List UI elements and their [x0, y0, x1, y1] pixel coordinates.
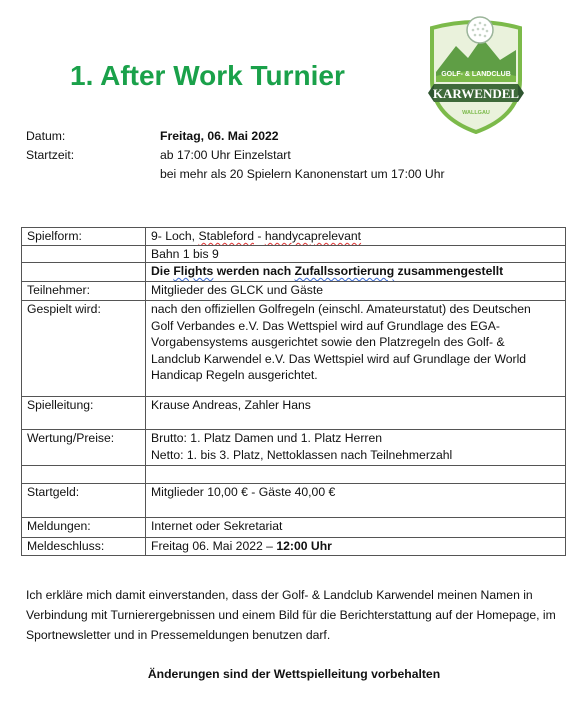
row-value: Internet oder Sekretariat: [146, 518, 566, 538]
row-value: Mitglieder 10,00 € - Gäste 40,00 €: [146, 484, 566, 518]
logo-bottom-text: WALLGAU: [462, 110, 490, 116]
logo-top-text: GOLF- & LANDCLUB: [441, 71, 511, 78]
table-row: [22, 484, 566, 518]
table-row: [22, 301, 566, 397]
row-value: Mitglieder des GLCK und Gäste: [146, 282, 566, 301]
row-value: [146, 466, 566, 484]
row-value: Die Flights werden nach Zufallssortierung zusammengestellt: [146, 263, 566, 282]
table-row: [22, 245, 566, 263]
table-row: [22, 228, 566, 246]
event-info: [26, 128, 566, 185]
row-value: 9- Loch, Stableford - handycaprelevant: [146, 228, 566, 246]
table-row: [22, 538, 566, 556]
row-value: Krause Andreas, Zahler Hans: [146, 397, 566, 430]
consent-text: Ich erkläre mich damit einverstanden, dass der Golf- & Landclub Karwendel meinen Namen in Verbindung mit Turnierergebnissen und einem Bild für die Berichterstattung auf der Homepage, im Sportnewsletter und in Pressemeldungen benutzen darf.: [26, 588, 556, 642]
table-row: [22, 282, 566, 301]
row-label: Gespielt wird:: [22, 301, 146, 397]
logo-main-text: KARWENDEL: [432, 86, 520, 101]
row-label: [22, 245, 146, 263]
info-value: Freitag, 06. Mai 2022: [160, 129, 279, 143]
row-label: Spielleitung:: [22, 397, 146, 430]
page-title: 1. After Work Turnier: [70, 60, 345, 91]
info-row-datum: [26, 128, 566, 147]
row-value: Freitag 06. Mai 2022 – 12:00 Uhr: [146, 538, 566, 556]
info-value: bei mehr als 20 Spielern Kanonenstart um 17:00 Uhr: [160, 167, 445, 181]
row-label: Teilnehmer:: [22, 282, 146, 301]
info-label: Datum:: [26, 129, 66, 143]
info-label: Startzeit:: [26, 148, 75, 162]
row-value: nach den offiziellen Golfregeln (einschl. Amateurstatut) des Deutschen Golf Verbandes e.V. Das Wettspiel wird auf Grundlage des EGA-Vorgabensystems ausgerichtet sowie den Platzregeln des Golf- & Landclub Karwendel e.V. Das Wettspiel wird auf Grundlage der World Handicap Regeln ausgerichtet.: [146, 301, 566, 397]
table-row: [22, 518, 566, 538]
row-label: [22, 466, 146, 484]
row-value: Bahn 1 bis 9: [146, 245, 566, 263]
table-row: [22, 466, 566, 484]
row-label: Spielform:: [22, 228, 146, 246]
info-row-startzeit: [26, 147, 566, 166]
wertung-netto: Netto: 1. bis 3. Platz, Nettoklassen nach Teilnehmerzahl: [151, 447, 453, 462]
row-label: Startgeld:: [22, 484, 146, 518]
wertung-brutto: Brutto: 1. Platz Damen und 1. Platz Herren: [151, 431, 382, 445]
club-logo: [428, 10, 524, 134]
info-value: ab 17:00 Uhr Einzelstart: [160, 148, 291, 162]
row-label: Meldungen:: [22, 518, 146, 538]
tournament-details-table: [21, 227, 566, 556]
table-row: [22, 263, 566, 282]
golf-ball-icon: [467, 17, 493, 43]
table-row: [22, 430, 566, 466]
row-label: Wertung/Preise:: [22, 430, 146, 466]
row-value: [146, 430, 566, 466]
info-row-kanonenstart: [26, 166, 566, 185]
footer-note: Änderungen sind der Wettspielleitung vorbehalten: [147, 667, 441, 681]
row-label: Meldeschluss:: [22, 538, 146, 556]
table-row: [22, 397, 566, 430]
row-label: [22, 263, 146, 282]
